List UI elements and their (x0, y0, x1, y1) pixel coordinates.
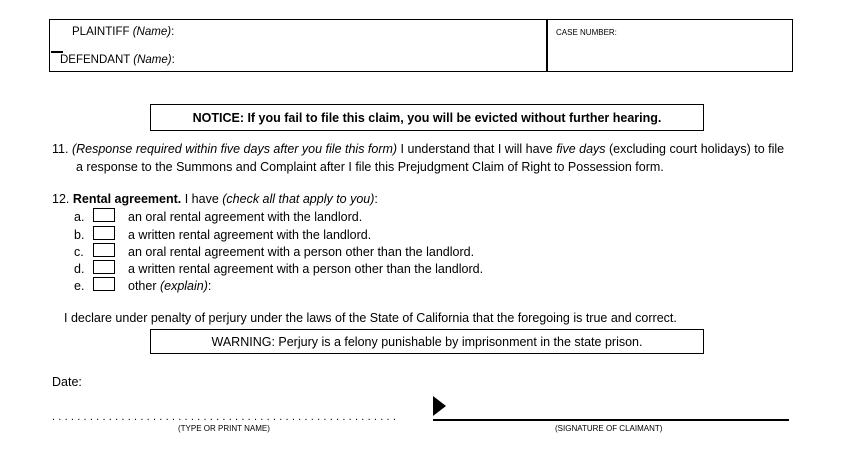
option-d (74, 262, 484, 276)
date-label: Date: (52, 375, 82, 389)
defendant-field[interactable] (175, 50, 540, 70)
case-number-field[interactable] (552, 38, 788, 68)
option-letter: e. (74, 279, 85, 293)
warning-box (150, 329, 704, 354)
option-d-checkbox[interactable] (93, 260, 115, 274)
item-11: 11. (Response required within five days after you file this form) I understand that I will have five days (excluding court holidays) to file (52, 142, 785, 156)
option-e-explain-field[interactable] (215, 274, 775, 294)
defendant-label: DEFENDANT (Name): (60, 54, 175, 66)
item-12-heading: 12. Rental agreement. I have (check all that apply to you): (52, 192, 378, 206)
plaintiff-label: PLAINTIFF (Name): (72, 26, 175, 38)
date-field[interactable] (88, 370, 338, 390)
type-name-field[interactable] (52, 396, 412, 420)
option-label: an oral rental agreement with the landlord. (128, 210, 363, 224)
option-a (74, 210, 363, 224)
type-name-label: (TYPE OR PRINT NAME) (178, 424, 270, 433)
type-name-line: . . . . . . . . . . . . . . . . . . . . . . . . . . . . . . . . . . . . . . . . . . . . . . . . . . . . . . . (52, 411, 397, 423)
case-number-label: CASE NUMBER: (556, 28, 617, 37)
option-c-checkbox[interactable] (93, 243, 115, 257)
caption-tick (51, 51, 63, 53)
item-12-number: 12. (52, 192, 70, 206)
signature-label: (SIGNATURE OF CLAIMANT) (555, 424, 663, 433)
plaintiff-field[interactable] (175, 22, 540, 44)
option-b (74, 228, 372, 242)
option-letter: c. (74, 245, 84, 259)
option-b-checkbox[interactable] (93, 226, 115, 240)
option-label: a written rental agreement with the landlord. (128, 228, 372, 242)
option-c (74, 245, 475, 259)
notice-box (150, 104, 704, 131)
option-label: an oral rental agreement with a person other than the landlord. (128, 245, 475, 259)
declaration-text: I declare under penalty of perjury under the laws of the State of California that the foregoing is true and correct. (64, 311, 677, 325)
option-letter: a. (74, 210, 85, 224)
option-letter: b. (74, 228, 85, 242)
arrow-right-icon (433, 396, 447, 421)
arrow-right-icon-svg (433, 396, 447, 416)
item-11-intro: (Response required within five days after you file this form) (71, 142, 398, 156)
option-letter: d. (74, 262, 85, 276)
option-label: a written rental agreement with a person other than the landlord. (128, 262, 484, 276)
caption-divider (546, 19, 548, 72)
warning-text: WARNING: Perjury is a felony punishable by imprisonment in the state prison. (211, 334, 643, 349)
notice-text: NOTICE: If you fail to file this claim, you will be evicted without further hearing. (192, 110, 662, 125)
option-label: other (explain): (128, 279, 212, 293)
signature-field[interactable] (450, 396, 789, 418)
option-e (74, 279, 212, 293)
item-11-line2: a response to the Summons and Complaint after I file this Prejudgment Claim of Right to Possession form. (76, 160, 664, 174)
option-e-checkbox[interactable] (93, 277, 115, 291)
option-a-checkbox[interactable] (93, 208, 115, 222)
signature-line (433, 419, 789, 421)
item-11-number: 11. (52, 142, 69, 156)
item-12-title: Rental agreement. (72, 192, 182, 206)
